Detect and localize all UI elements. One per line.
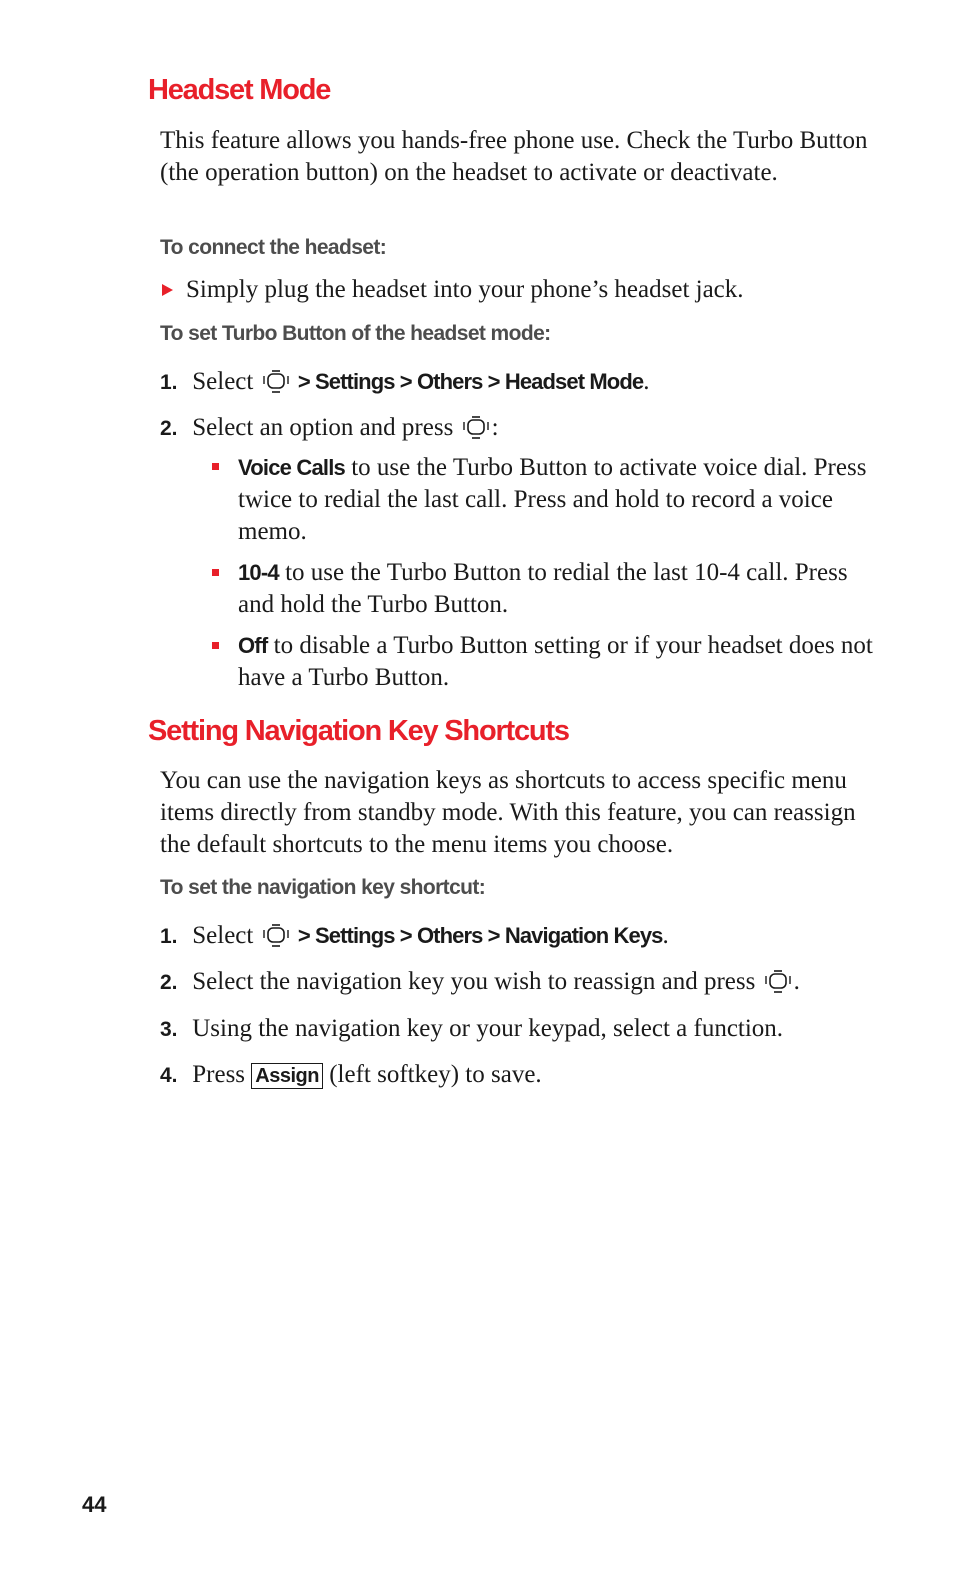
option-label: 10-4 bbox=[238, 560, 279, 585]
step-number: 4. bbox=[160, 1064, 178, 1087]
menu-path: > Settings > Others > Headset Mode bbox=[297, 369, 644, 394]
option-label: Off bbox=[238, 633, 268, 658]
step-end: : bbox=[491, 414, 499, 441]
step-number: 2. bbox=[160, 417, 178, 440]
menu-path: > Settings > Others > Navigation Keys bbox=[297, 923, 663, 948]
step-end: . bbox=[662, 922, 669, 949]
set-turbo-heading: To set Turbo Button of the headset mode: bbox=[160, 322, 551, 345]
square-bullet-icon bbox=[212, 569, 219, 576]
navkeys-step-1 bbox=[160, 920, 669, 953]
menu-ok-key-icon bbox=[762, 968, 794, 994]
step-text: Select bbox=[192, 922, 254, 949]
page-number: 44 bbox=[82, 1492, 107, 1517]
step-text: Select bbox=[192, 368, 254, 395]
option-voice-calls bbox=[238, 452, 878, 548]
square-bullet-icon bbox=[212, 463, 219, 470]
step-text: Select an option and press bbox=[192, 414, 454, 441]
menu-ok-key-icon bbox=[260, 368, 292, 394]
headset-step-2 bbox=[160, 412, 499, 445]
step-number: 2. bbox=[160, 971, 178, 994]
option-description: to use the Turbo Button to redial the last 10-4 call. Press and hold the Turbo Button. bbox=[238, 559, 848, 618]
step-end: . bbox=[793, 968, 800, 995]
step-text: Select the navigation key you wish to reassign and press bbox=[192, 968, 756, 995]
step-text: Press bbox=[192, 1061, 246, 1088]
section-title-navigation-shortcuts: Setting Navigation Key Shortcuts bbox=[148, 715, 569, 747]
menu-ok-key-icon bbox=[460, 414, 492, 440]
option-10-4 bbox=[238, 557, 878, 621]
navkeys-step-4 bbox=[160, 1059, 542, 1092]
navkeys-step-2 bbox=[160, 966, 800, 999]
step-end: (left softkey) to save. bbox=[329, 1061, 542, 1088]
navkeys-intro: You can use the navigation keys as shortcuts to access specific menu items directly from standby mode. With this feature, you can reassign the default shortcuts to the menu items you choose. bbox=[160, 767, 856, 858]
triangle-bullet-icon bbox=[162, 284, 173, 296]
option-off bbox=[238, 630, 878, 694]
option-label: Voice Calls bbox=[238, 455, 345, 480]
option-description: to use the Turbo Button to activate voice dial. Press twice to redial the last call. Press and hold to record a voice memo. bbox=[238, 454, 867, 545]
step-end: . bbox=[643, 368, 650, 395]
connect-headset-instruction: Simply plug the headset into your phone’s headset jack. bbox=[186, 276, 744, 303]
headset-intro: This feature allows you hands-free phone use. Check the Turbo Button (the operation button) on the headset to activate or deactivate. bbox=[160, 127, 868, 186]
headset-step-1 bbox=[160, 366, 649, 399]
section-title-headset-mode: Headset Mode bbox=[148, 74, 331, 106]
option-description: to disable a Turbo Button setting or if your headset does not have a Turbo Button. bbox=[238, 632, 873, 691]
step-text: Using the navigation key or your keypad, select a function. bbox=[192, 1015, 784, 1042]
square-bullet-icon bbox=[212, 642, 219, 649]
assign-softkey-label: Assign bbox=[251, 1063, 323, 1089]
step-number: 1. bbox=[160, 371, 178, 394]
navkeys-step-3 bbox=[160, 1013, 783, 1046]
set-navkey-heading: To set the navigation key shortcut: bbox=[160, 876, 486, 899]
connect-headset-heading: To connect the headset: bbox=[160, 236, 387, 259]
step-number: 1. bbox=[160, 925, 178, 948]
step-number: 3. bbox=[160, 1018, 178, 1041]
menu-ok-key-icon bbox=[260, 922, 292, 948]
